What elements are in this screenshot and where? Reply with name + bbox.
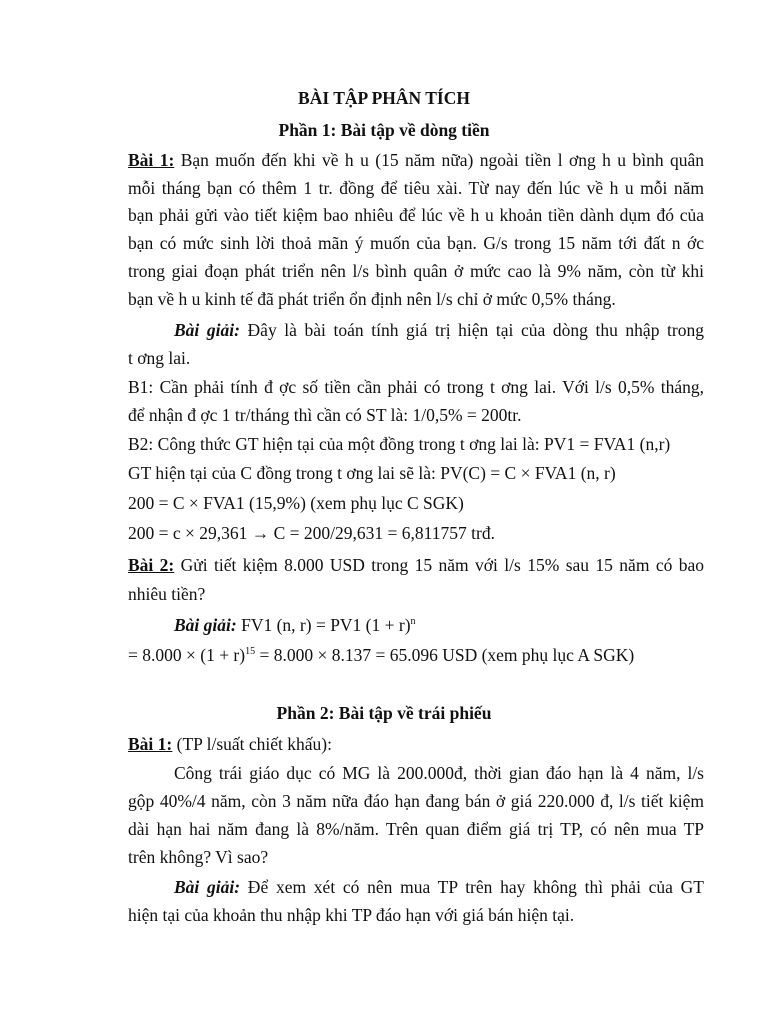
bai2-result-line: = $8.000 \times (1 + r)^{15} = 8.000 \times 8.137 = 65.096$ USD (xem phụ lục A SGK) [128,645,635,665]
section2-para-line-4: trên không? Vì sao? [128,847,269,867]
section2-solution-line-2: hiện tại của khoản thu nhập khi TP đáo hạn với giá bán hiện tại. [128,905,575,925]
section2-solution-line-1: Bài giải: Để xem xét có nên mua TP trên hay không thì phải của GT [174,877,704,897]
bai1-line-2: mỗi tháng bạn có thêm 1 tr. đồng để tiêu xài. Từ nay đến lúc về h u mỗi năm [128,178,704,198]
section1-heading: Phần 1: Bài tập về dòng tiền [278,120,490,140]
bai1-line-1: Bài 1: Bạn muốn đến khi về h u (15 năm nữa) ngoài tiền l ơng h u bình quân [128,150,704,170]
bai2-line-2: nhiêu tiền? [128,584,206,604]
b2-line-2: GT hiện tại của C đồng trong t ơng lai sẽ là: PV(C) = C × FVA1 (n, r) [128,463,616,483]
b2-line-1: B2: Công thức GT hiện tại của một đồng trong t ơng lai là: PV1 = FVA1 (n,r) [128,434,671,454]
bai2-solution-line: Bài giải: FV1 (n, r) = PV1 $(1 + r)^n$ [174,615,416,635]
document-title: BÀI TẬP PHÂN TÍCH [298,88,470,108]
bai2-solution-label: Bài giải: [174,615,237,635]
section2-para-line-1: Công trái giáo dục có MG là 200.000đ, thời gian đáo hạn là 4 năm, l/s [174,763,704,783]
bai1-line-4: bạn có mức sinh lời thoả mãn ý muốn của bạn. G/s trong 15 năm tới đất n ớc [128,233,704,253]
b1-line-1: B1: Cần phải tính đ ợc số tiền cần phải có trong t ơng lai. Với l/s 0,5% tháng, [128,377,704,397]
bai1-solution-label: Bài giải: [174,320,240,340]
bai1-line-6: bạn về h u kinh tế đã phát triển ổn định nên l/s chỉ ở mức 0,5% tháng. [128,289,616,309]
bai1-line-5: trong giai đoạn phát triển nên l/s bình quân ở mức cao là 9% năm, còn từ khi [128,261,704,281]
section2-para-line-2: gộp 40%/4 năm, còn 3 năm nữa đáo hạn đang bán ở giá 220.000 đ, l/s tiết kiệm [128,791,704,811]
bai1-line-3: bạn phải gửi vào tiết kiệm bao nhiêu để lúc về h u khoản tiền dành dụm đó của [128,205,704,225]
section2-heading: Phần 2: Bài tập về trái phiếu [276,703,492,723]
bai1-label: Bài 1: [128,150,175,170]
b1-line-2: để nhận đ ợc 1 tr/tháng thì cần có ST là: 1/0,5% = 200tr. [128,405,522,425]
section2-solution-label: Bài giải: [174,877,241,897]
equation-2: 200 = c × 29,361 → C = 200/29,631 = 6,811757 trđ. [128,523,495,543]
section2-bai1-line: Bài 1: (TP l/suất chiết khấu): [128,734,332,754]
section2-bai1-label: Bài 1: [128,734,173,754]
equation-1: 200 = C × FVA1 (15,9%) (xem phụ lục C SGK) [128,493,464,513]
bai2-label: Bài 2: [128,555,175,575]
bai2-line-1: Bài 2: Gửi tiết kiệm 8.000 USD trong 15 năm với l/s 15% sau 15 năm có bao [128,555,704,575]
bai1-solution-line-1: Bài giải: Đây là bài toán tính giá trị hiện tại của dòng thu nhập trong [174,320,704,340]
bai1-solution-line-2: t ơng lai. [128,348,191,368]
section2-para-line-3: dài hạn hai năm đang là 8%/năm. Trên quan điểm giá trị TP, có nên mua TP [128,819,704,839]
